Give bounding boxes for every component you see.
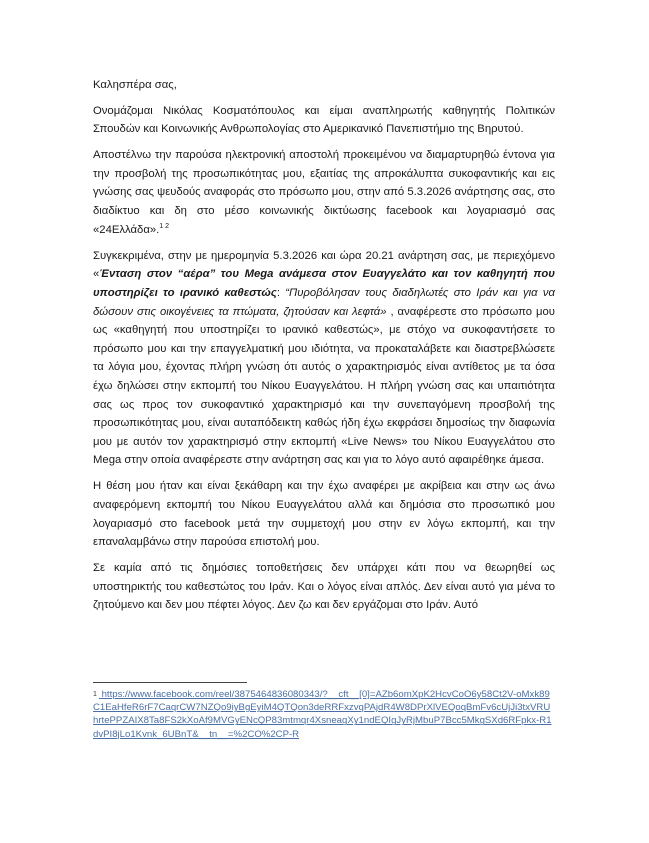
paragraph-protest-text: Αποστέλνω την παρούσα ηλεκτρονική αποστολή προκειμένου να διαμαρτυρηθώ έντονα για την προσβολή της προσωπικότητας μου, εξαιτίας της απροκάλυπτα συκοφαντικής και εις γνώσης σας ψευδούς αναφοράς στο πρόσωπο μου, στην από 5.3.2026 ανάρτησης σας, στο διαδίκτυο και δη στο μέσο κοινωνικής δικτύωσης facebook και λογαριασμό σας «24Ελλάδα». (93, 149, 555, 236)
paragraph-specifics-rest: , αναφέρεστε στο πρόσωπο μου ως «καθηγητή που υποστηρίζει το ιρανικό καθεστώς», με στόχο να συκοφαντήσετε το πρόσωπο μου και την επαγγελματική μου ιδιότητα, να προκαταλάβετε και διαστρεβλώσετε τα λόγια μου, έχοντας πλήρη γνώση ότι αυτός ο χαρακτηρισμός είναι αντίθετος με τα όσα έχω δηλώσει στην εκπομπή του Νίκου Ευαγγελάτου. Η πλήρη γνώση σας και υπαιτιότητα σας ως προς τον συκοφαντικό χαρακτηρισμό και την συνεπαγόμενη προσβολή της προσωπικότητας μου, είναι αυταπόδεικτη καθώς ήδη έχω εκφράσει δημοσίως την διαφωνία μου με αυτόν τον χαρακτηρισμό στην εκπομπή «Live News» του Νίκου Ευαγγελάτου στο Mega στην οποία αναφέρεστε στην ανάρτηση σας και για το λόγο αυτό αφαιρέθηκε άμεσα. (93, 305, 555, 467)
letter-body (93, 76, 555, 623)
footnote-marker: 1 (93, 691, 97, 698)
footnote-divider (93, 682, 247, 683)
post-title-quote: Ένταση στον “αέρα” του Mega ανάμεσα στον Ευαγγελάτο και τον καθηγητή που υποστηρίζει το ιρανικό καθεστώς (93, 268, 555, 299)
paragraph-position: Η θέση μου ήταν και είναι ξεκάθαρη και την έχω αναφέρει με ακρίβεια και στην ως άνω αναφερόμενη εκπομπή του Νίκου Ευαγγελάτου αλλά και δημόσια στο προσωπικό μου λογαριασμό στο facebook μετά την συμμετοχή μου στην εν λόγω εκπομπή, και την επαναλαμβάνω στην παρούσα επιστολή μου. (93, 480, 555, 549)
colon-separator: : (276, 286, 286, 299)
paragraph-statement: Σε καμία από τις δημόσιες τοποθετήσεις δεν υπάρχει κάτι που να θεωρηθεί ως υποστηρικτής του καθεστώτος του Ιράν. Και ο λόγος είναι απλός. Δεν είναι αυτό για μένα το ζητούμενο και δεν μου πέφτει λόγος. Δεν ζω και δεν εργάζομαι στο Ιράν. Αυτό (93, 562, 555, 612)
footnote-link[interactable]: https://www.facebook.com/reel/3875464836080343/?__cft__[0]=AZb6omXpK2HcvCoO6y58Ct2V-oMxk89C1EaHfeR6rF7CaqrCW7NZQo9iyBgEyiM4QTQon3deRRFxzvqPAjdR4W8DPrXlVEQoqBmFv6cUjJi3txVRUhrtePPZAIX8Ta8FS2kXoAf9MVGyENcQP83mtmqr4XsneagXy1ndEQIgJyRjMbuP7Bcc5MkgSXd6RFpkx-R1dvPI8jLo1Kvnk_6UBnT&__tn__=%2CO%2CP-R (93, 689, 552, 740)
post-subtitle-quote: “Πυροβόλησαν τους διαδηλωτές στο Ιράν και για να δώσουν στις οικογένειες τα πτώματα, ζητούσαν και λεφτά» (93, 286, 555, 318)
paragraph-specifics (93, 247, 555, 470)
footnote (93, 688, 555, 741)
paragraph-protest (93, 146, 555, 239)
footnote-reference[interactable]: 1 2 (159, 222, 170, 230)
paragraph-specifics-intro: Συγκεκριμένα, στην με ημερομηνία 5.3.2026 και ώρα 20.21 ανάρτηση σας, με περιεχόμενο « (93, 249, 555, 281)
paragraph-introduction: Ονομάζομαι Νικόλας Κοσματόπουλος και είμαι αναπληρωτής καθηγητής Πολιτικών Σπουδών και Κοινωνικής Ανθρωπολογίας στο Αμερικανικό Πανεπιστήμιο της Βηρυτού. (93, 104, 555, 136)
greeting: Καλησπέρα σας, (93, 79, 177, 91)
